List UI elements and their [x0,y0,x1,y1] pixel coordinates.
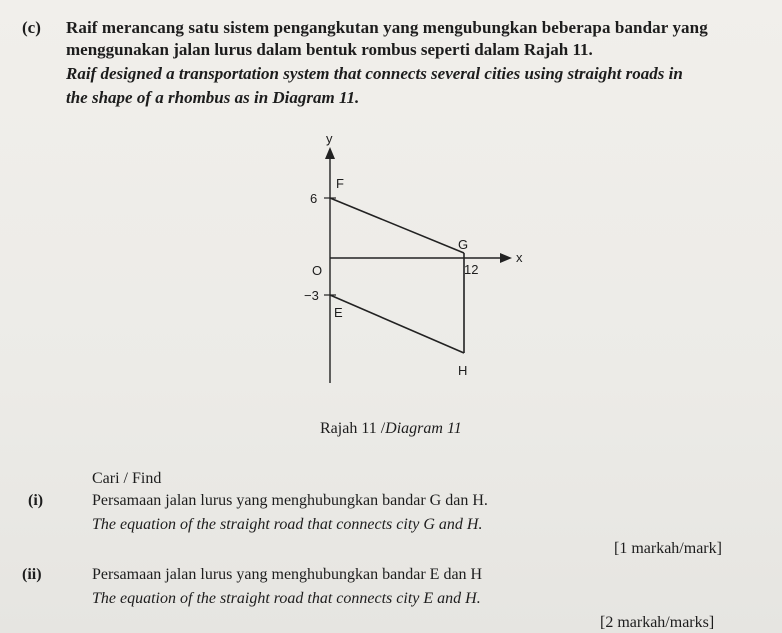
road-FG [330,198,464,253]
road-EH [330,295,464,353]
part-i-malay: Persamaan jalan lurus yang menghubungkan bandar G dan H. [92,492,488,509]
caption-english: Diagram 11 [385,420,462,437]
y-axis-label: y [326,131,333,146]
diagram-caption [320,420,462,438]
tick-6-label: 6 [310,191,318,206]
find-label: Cari / Find [92,470,162,487]
x-axis-arrow-icon [500,253,512,263]
question-label: (c) [22,18,41,37]
point-G-label: G [458,237,469,252]
question-malay-line-2: menggunakan jalan lurus dalam bentuk rombus seperti dalam Rajah 11. [66,40,593,59]
tick-12-label: 12 [464,262,479,277]
caption-malay: Rajah 11 / [320,420,386,437]
part-ii-number: (ii) [22,566,42,583]
question-english-line-2: the shape of a rhombus as in Diagram 11. [66,88,360,107]
part-i-english: The equation of the straight road that connects city G and H. [92,516,483,533]
origin-label: O [312,263,323,278]
part-ii-malay: Persamaan jalan lurus yang menghubungkan bandar E dan H [92,566,483,583]
y-axis-arrow-icon [325,147,335,159]
question-english-line-1: Raif designed a transportation system that connects several cities using straight roads in [66,64,683,83]
point-F-label: F [336,176,344,191]
tick-minus3-label: −3 [304,288,319,303]
rhombus-diagram [290,125,540,395]
point-H-label: H [458,363,468,378]
part-i-number: (i) [28,492,44,509]
question-malay-line-1: Raif merancang satu sistem pengangkutan yang mengubungkan beberapa bandar yang [66,18,708,37]
part-ii-marks: [2 markah/marks] [600,614,715,631]
part-i-marks: [1 markah/mark] [614,540,722,557]
part-ii-english: The equation of the straight road that connects city E and H. [92,590,481,607]
x-axis-label: x [516,250,523,265]
point-E-label: E [334,305,343,320]
